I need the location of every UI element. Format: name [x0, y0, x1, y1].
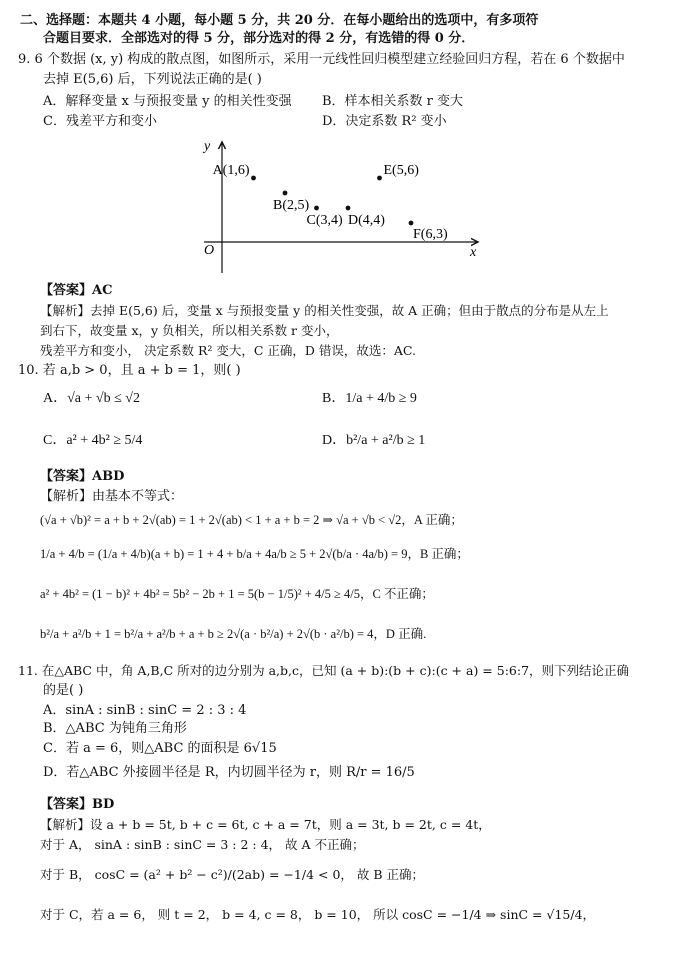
q10-step3: a² + 4b² = (1 − b)² + 4b² = 5b² − 2b + 1 = 5(b − 1/5)² + 4/5 ≥ 4/5，C 不正确；	[40, 587, 434, 601]
x-axis-label: x	[470, 245, 477, 260]
q11-answer: 【答案】BD	[40, 797, 115, 812]
scatter-point-label-1: B(2,5)	[273, 198, 310, 213]
q9-option-a: A．解释变量 x 与预报变量 y 的相关性变强	[43, 94, 292, 109]
q9-stem-line2: 去掉 E(5,6) 后，下列说法正确的是( )	[43, 72, 262, 87]
origin-label: O	[204, 243, 215, 258]
y-axis-label: y	[204, 139, 211, 154]
section-header-line1: 二、选择题：本题共 4 小题，每小题 5 分，共 20 分．在每小题给出的选项中，有多项符	[20, 13, 539, 28]
q11-option-d: D．若△ABC 外接圆半径是 R，内切圆半径为 r，则 R/r = 16/5	[43, 765, 415, 780]
q11-option-c: C．若 a = 6，则△ABC 的面积是 6√15	[43, 741, 277, 756]
q11-analysis-line1: 【解析】设 a + b = 5t, b + c = 6t, c + a = 7t，则 a = 3t, b = 2t, c = 4t，	[40, 817, 491, 832]
q11-analysis-line3: 对于 B， cosC = (a² + b² − c²)/(2ab) = −1/4 < 0， 故 B 正确；	[40, 867, 425, 882]
scatter-point-2	[314, 206, 319, 211]
scatter-point-label-3: D(4,4)	[348, 213, 385, 228]
section-header-line2: 合题目要求．全部选对的得 5 分，部分选对的得 2 分，有选错的得 0 分．	[43, 31, 475, 46]
q10-analysis-title: 【解析】由基本不等式：	[40, 489, 184, 504]
scatter-point-3	[346, 206, 351, 211]
q9-analysis-line3: 残差平方和变小， 决定系数 R² 变大，C 正确，D 错误，故选：AC.	[40, 343, 416, 358]
scatter-point-1	[283, 191, 288, 196]
q9-option-d: D．决定系数 R² 变小	[322, 114, 447, 129]
q10-step2: 1/a + 4/b = (1/a + 4/b)(a + b) = 1 + 4 + b/a + 4a/b ≥ 5 + 2√(b/a · 4a/b) = 9，B 正确；	[40, 547, 469, 561]
q10-option-b: B．1/a + 4/b ≥ 9	[322, 391, 417, 406]
q11-option-a: A．sinA : sinB : sinC = 2 : 3 : 4	[43, 703, 247, 718]
q11-analysis-line2: 对于 A， sinA : sinB : sinC = 3 : 2 : 4， 故 A 不正确；	[40, 837, 365, 852]
q11-analysis-line4: 对于 C，若 a = 6， 则 t = 2， b = 4, c = 8， b = 10， 所以 cosC = −1/4 ⇒ sinC = √15/4，	[40, 907, 596, 922]
q10-option-c: C．a² + 4b² ≥ 5/4	[43, 433, 143, 448]
q11-stem-line1: 11. 在△ABC 中，角 A,B,C 所对的边分别为 a,b,c，已知 (a + b):(b + c):(c + a) = 5:6:7，则下列结论正确	[18, 663, 630, 678]
scatter-point-5	[409, 221, 414, 226]
q9-stem-line1: 9. 6 个数据 (x, y) 构成的散点图，如图所示，采用一元线性回归模型建立经验回归方程，若在 6 个数据中	[18, 52, 625, 67]
scatter-point-label-2: C(3,4)	[306, 213, 343, 228]
scatter-point-label-5: F(6,3)	[413, 227, 448, 242]
q9-option-c: C．残差平方和变小	[43, 114, 157, 129]
q9-analysis-line1: 【解析】去掉 E(5,6) 后，变量 x 与预报变量 y 的相关性变强，故 A 正确；但由于散点的分布是从左上	[40, 303, 609, 318]
scatter-point-label-4: E(5,6)	[383, 163, 419, 178]
q10-answer: 【答案】ABD	[40, 469, 125, 484]
scatter-plot	[190, 138, 490, 278]
scatter-point-label-0: A(1,6)	[212, 163, 250, 178]
q10-option-a: A．√a + √b ≤ √2	[43, 391, 140, 406]
q10-stem: 10. 若 a,b > 0，且 a + b = 1，则( )	[18, 363, 241, 378]
q10-step1: (√a + √b)² = a + b + 2√(ab) = 1 + 2√(ab) < 1 + a + b = 2 ⇒ √a + √b < √2，A 正确；	[40, 513, 463, 527]
q9-analysis-line2: 到右下，故变量 x，y 负相关，所以相关系数 r 变小，	[40, 323, 339, 338]
scatter-point-4	[377, 176, 382, 181]
q9-option-b: B．样本相关系数 r 变大	[322, 94, 464, 109]
q10-option-d: D．b²/a + a²/b ≥ 1	[322, 433, 426, 448]
q11-stem-line2: 的是( )	[43, 683, 84, 698]
q11-option-b: B．△ABC 为钝角三角形	[43, 721, 187, 736]
scatter-point-0	[251, 176, 256, 181]
q9-answer: 【答案】AC	[40, 283, 113, 298]
q10-step4: b²/a + a²/b + 1 = b²/a + a²/b + a + b ≥ 2√(a · b²/a) + 2√(b · a²/b) = 4，D 正确.	[40, 627, 427, 641]
